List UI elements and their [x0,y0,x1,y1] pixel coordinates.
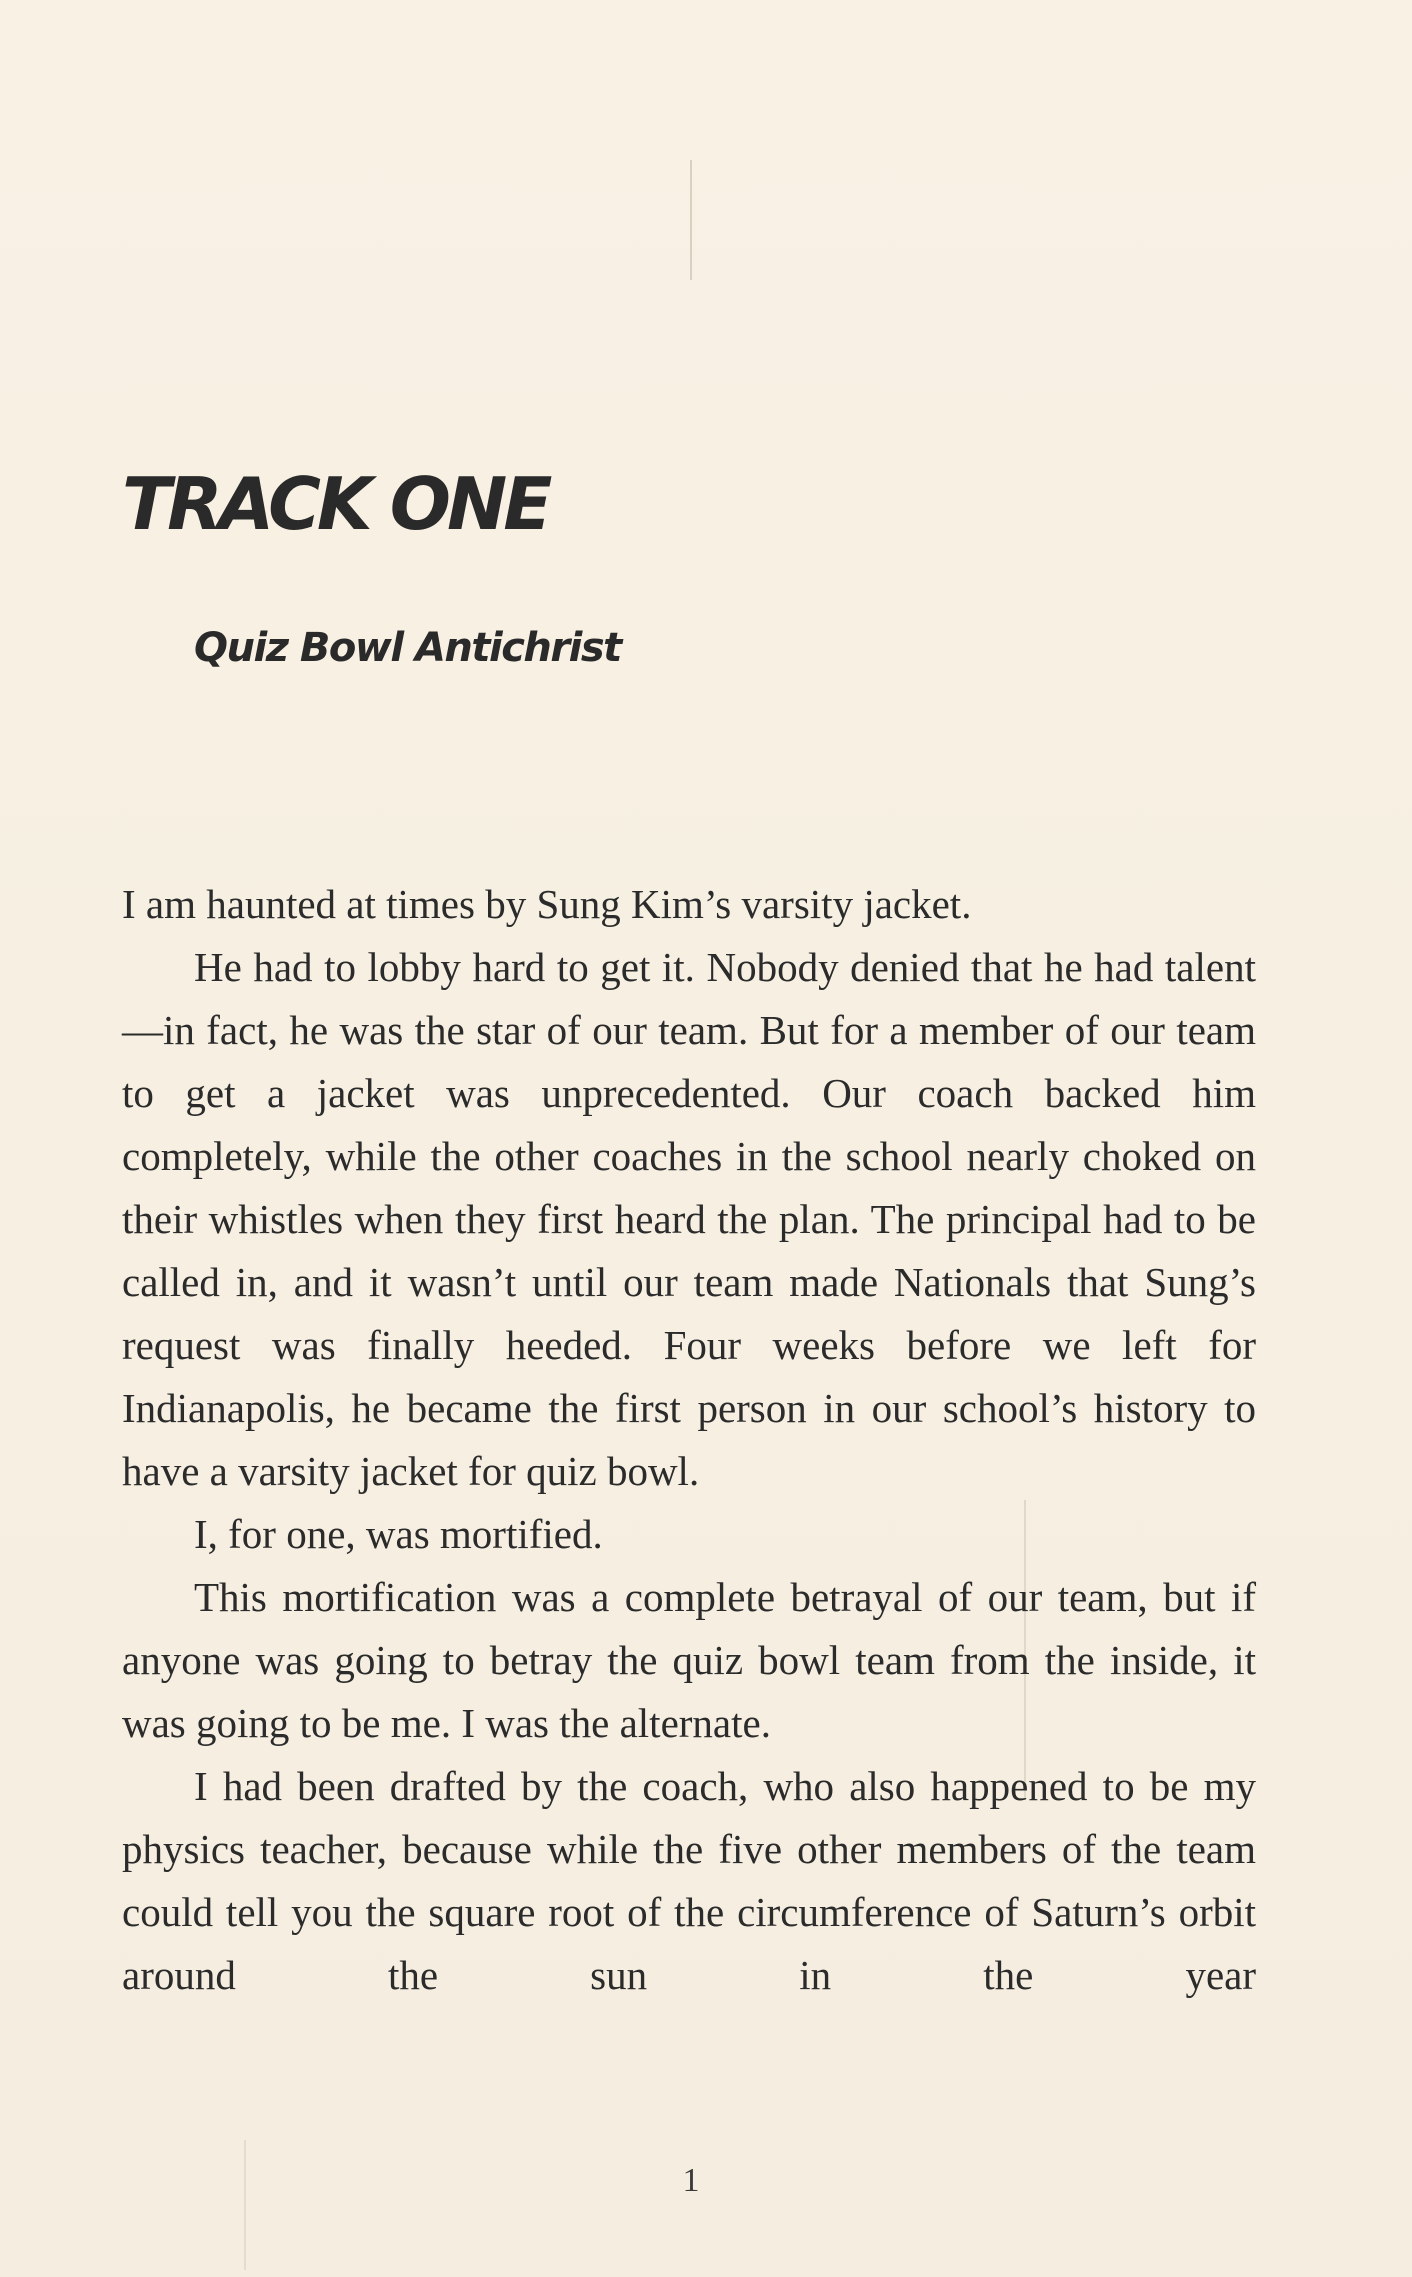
paragraph: This mortification was a complete betrayal of our team, but if anyone was going to betray the quiz bowl team from the inside, it was going to be me. I was the alternate. [122,1574,1256,1746]
page-crease-mark [690,160,692,280]
chapter-title: TRACK ONE [122,462,549,546]
paragraph: He had to lobby hard to get it. Nobody denied that he had talent—in fact, he was the star of our team. But for a member of our team to get a jacket was unprecedented. Our coach backed him completely, while the other coaches in the school nearly choked on their whistles when they first heard the plan. The principal had to be called in, and it wasn’t until our team made Nationals that Sung’s request was finally heeded. Four weeks before we left for Indianapolis, he became the first person in our school’s history to have a varsity jacket for quiz bowl. [122,944,1256,1494]
page-number: 1 [682,2162,700,2199]
paragraph: I had been drafted by the coach, who also happened to be my physics teacher, because while the five other members of the team could tell you the square root of the circumference of Saturn’s orbit around the sun in the year [122,1763,1256,1998]
paragraph: I, for one, was mortified. [194,1511,603,1557]
page-crease-mark [244,2140,246,2270]
paragraph: I am haunted at times by Sung Kim’s varsity jacket. [122,881,972,927]
body-text [122,873,1256,2007]
chapter-subtitle: Quiz Bowl Antichrist [194,625,621,671]
